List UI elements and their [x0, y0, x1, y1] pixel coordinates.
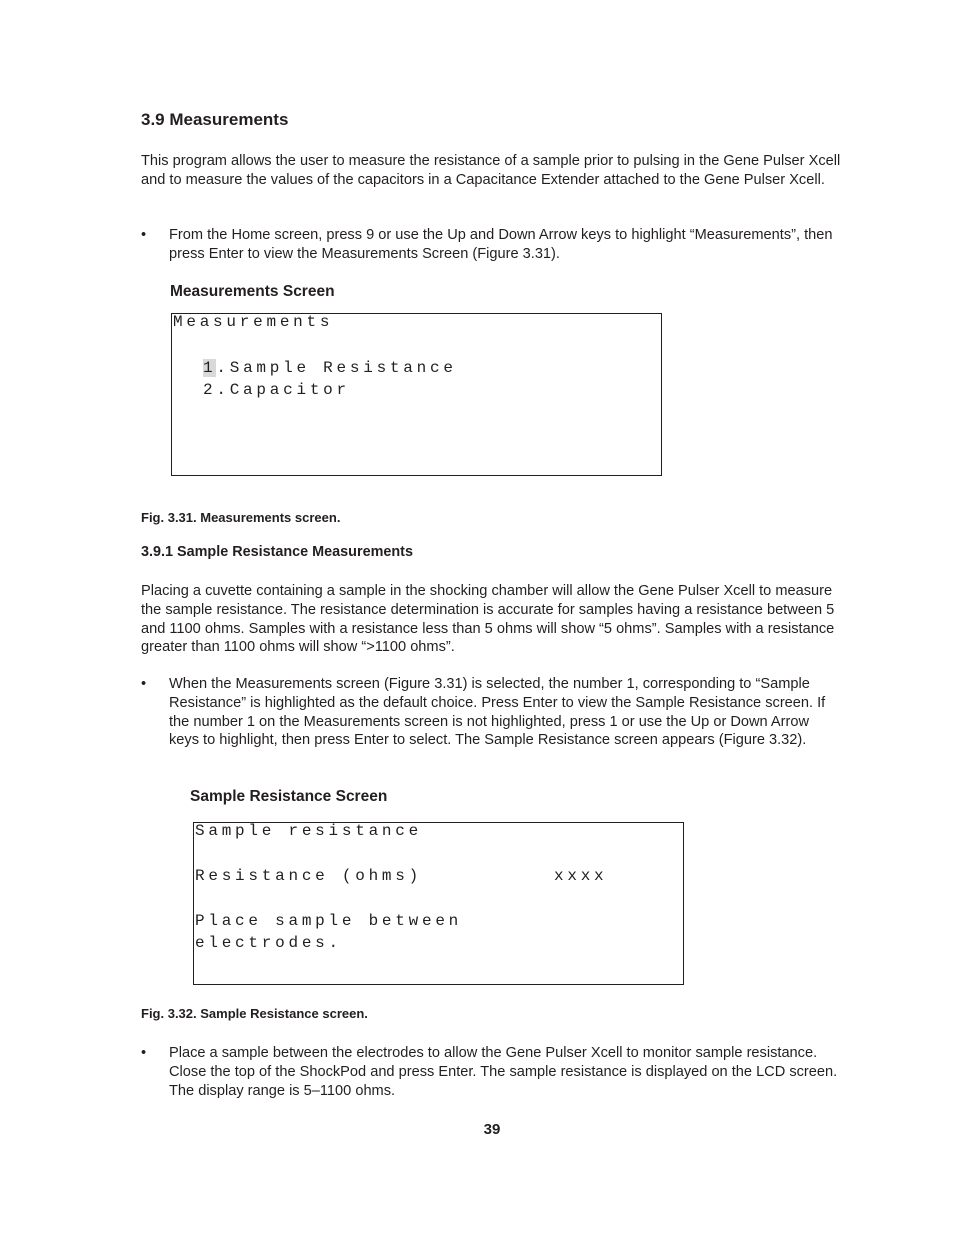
page-number: 39 [483, 1121, 501, 1138]
intro-paragraph: This program allows the user to measure the resistance of a sample prior to pulsing in the Gene Pulser Xcell and to measure the values of the capacitors in a Capacitance Extender attached to the Gene Pulser Xcell. [141, 153, 841, 188]
lcd-option-capacitor: 2.Capacitor [203, 381, 350, 399]
lcd-title: Measurements [173, 313, 334, 331]
measurements-lcd-screen [171, 313, 662, 476]
bullet-text: Place a sample between the electrodes to allow the Gene Pulser Xcell to monitor sample resistance. Close the top of the ShockPod and press Enter. The sample resistance is displayed on the LCD screen. The display range is 5–1100 ohms. [169, 1045, 838, 1099]
bullet-icon: • [141, 676, 147, 692]
bullet-text: When the Measurements screen (Figure 3.31) is selected, the number 1, corresponding to “Sample Resistance” is highlighted as the default choice. Press Enter to view the Sample Resistance screen. If the number 1 on the Measurements screen is not highlighted, press 1 or use the Up or Down Arrow keys to highlight, then press Enter to select. The Sample Resistance screen appears (Figure 3.32). [169, 676, 826, 749]
lcd-resistance-label: Resistance (ohms) [195, 867, 422, 885]
figure-32-title: Sample Resistance Screen [190, 788, 388, 805]
lcd-title: Sample resistance [195, 822, 422, 840]
figure-32-caption: Fig. 3.32. Sample Resistance screen. [141, 1006, 368, 1021]
bullet-measurements-selected [141, 675, 841, 750]
bullet-icon: • [141, 1045, 147, 1061]
lcd-instruction-line-1: Place sample between [195, 912, 463, 930]
lcd-instruction-line-2: electrodes. [195, 934, 342, 952]
section-heading: 3.9 Measurements [141, 110, 289, 129]
bullet-home-screen [141, 226, 841, 264]
bullet-icon: • [141, 227, 147, 243]
highlighted-option-number: 1 [203, 359, 217, 377]
bullet-place-sample [141, 1044, 841, 1100]
sample-resistance-lcd-screen [193, 822, 684, 985]
bullet-text: From the Home screen, press 9 or use the Up and Down Arrow keys to highlight “Measurements”, then press Enter to view the Measurements Screen (Figure 3.31). [169, 227, 833, 262]
option-label: .Sample Resistance [216, 359, 457, 377]
sample-resistance-paragraph: Placing a cuvette containing a sample in the shocking chamber will allow the Gene Pulser Xcell to measure the sample resistance. The resistance determination is accurate for samples having a resistance between 5 and 1100 ohms. Samples with a resistance less than 5 ohms will show “5 ohms”. Samples with a resistance greater than 1100 ohms will show “>1100 ohms”. [141, 583, 835, 656]
subsection-heading: 3.9.1 Sample Resistance Measurements [141, 544, 413, 560]
lcd-option-sample-resistance [203, 358, 457, 378]
lcd-resistance-value: xxxx [554, 867, 608, 885]
figure-31-title: Measurements Screen [170, 283, 335, 300]
figure-31-caption: Fig. 3.31. Measurements screen. [141, 510, 341, 525]
